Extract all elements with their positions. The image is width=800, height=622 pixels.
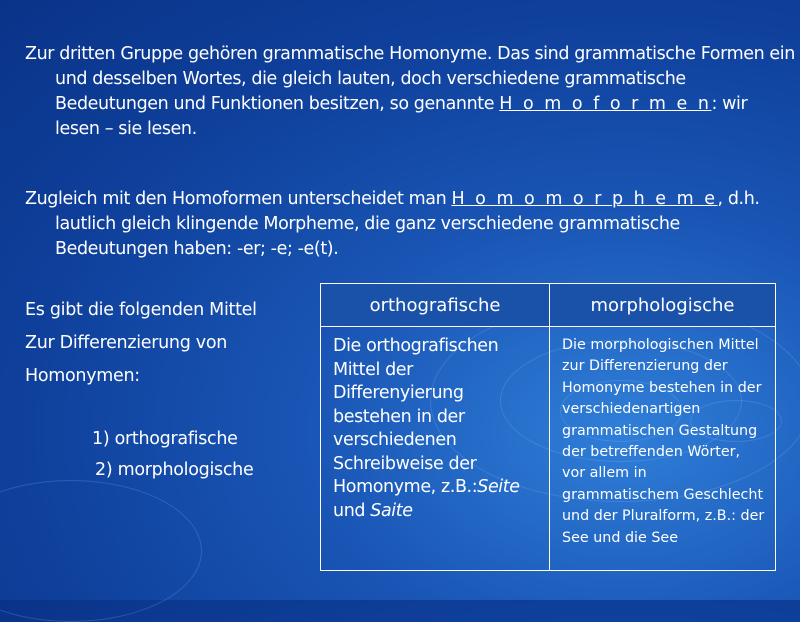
term-homoformen: H o m o f o r m e n [499, 94, 712, 114]
means-intro-line1: Es gibt die folgenden Mittel [25, 300, 257, 320]
term-homomorpheme: H o m o m o r p h e m e [451, 189, 718, 209]
means-item-morphologisch: 2) morphologische [95, 460, 254, 480]
header-morphologisch: morphologische [550, 284, 776, 327]
paragraph-homomorpheme: Zugleich mit den Homoformen unterscheidet man H o m o m o r p h e m e, d.h. lautlich gleich klingende Morpheme, die ganz verschiedene grammatische Bedeutungen haben: -er; -e; -e(t). [25, 189, 760, 259]
paragraph-homoformen: Zur dritten Gruppe gehören grammatische Homonyme. Das sind grammatische Formen ein und desselben Wortes, die gleich lauten, doch verschiedene grammatische Bedeutungen und Funktionen besitzen, so genannte H o m o f o r m e n: wir lesen – sie lesen. [25, 44, 795, 139]
means-intro-line2: Zur Differenzierung von [25, 333, 228, 353]
table-row [321, 327, 776, 571]
comparison-table [320, 283, 776, 571]
means-intro-line3: Homonymen: [25, 366, 140, 386]
table-header-row [321, 284, 776, 327]
ripple-decoration [0, 480, 202, 622]
header-orthografisch: orthografische [321, 284, 550, 327]
means-item-orthografisch: 1) orthografische [92, 429, 238, 449]
cell-morphologisch: Die morphologischen Mittel zur Differenzierung der Homonyme bestehen in der verschiedenartigen grammatischen Gestaltung der betreffenden Wörter, vor allem in grammatischem Geschlecht und der Pluralform, z.B.: der See und die See [550, 327, 776, 571]
cell-orthografisch: Die orthografischen Mittel der Differenyierung bestehen in der verschiedenen Schreibweise der Homonyme, z.B.:Seite und Saite [321, 327, 550, 571]
